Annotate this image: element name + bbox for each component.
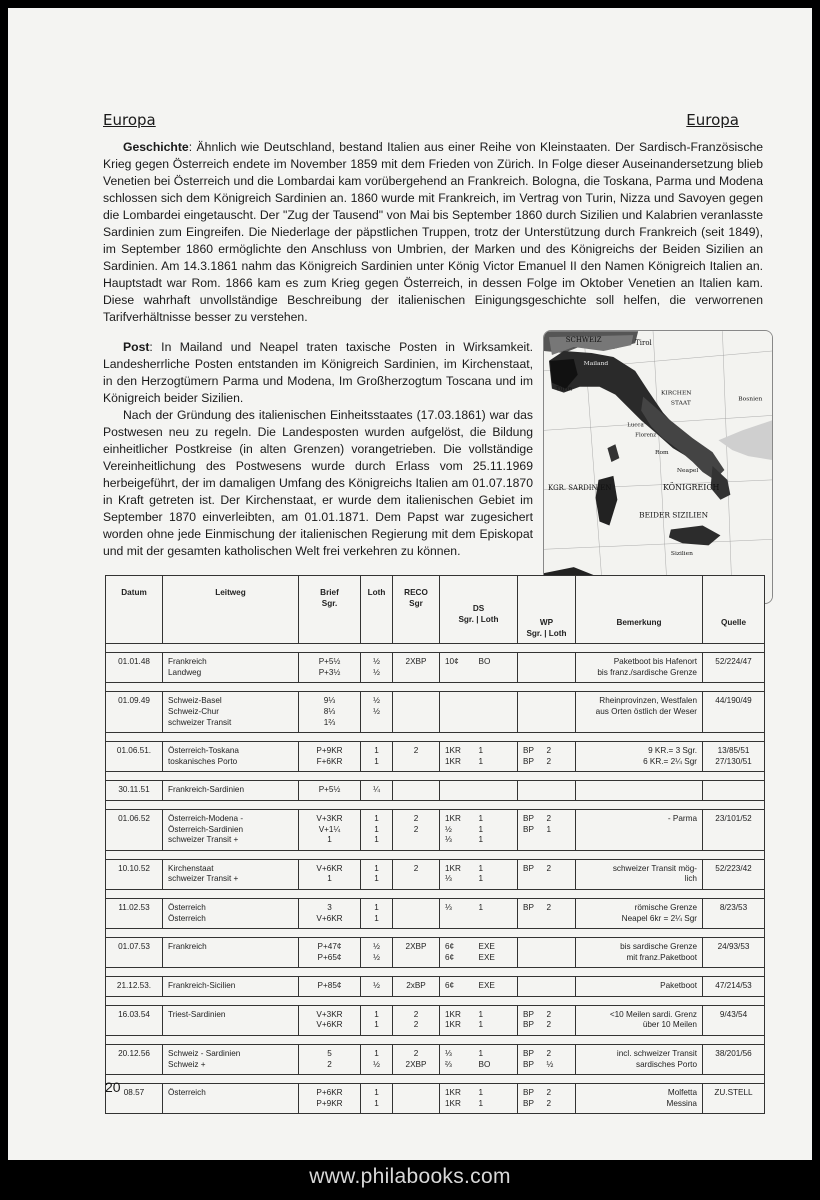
cell-brief: V+3KR V+1¼ 1: [299, 809, 361, 850]
history-text: : Ähnlich wie Deutschland, bestand Italien aus einer Reihe von Kleinstaaten. Der Sardisch-Französische Krieg gegen Österreich endete im November 1859 mit dem Frieden von Zürich. In Folge dieser Auseinandersetzung blieb Venetien bei Österreich und die Lombardai kam vorübergehend an Frankreich. Bologna, die Toskana, Parma und Modena schlossen sich dem Königreich Sardinien an. 1860 wurde mit Frankreich, im Vertrag von Turin, Nizza und Savoyen gegen die Lombardei eingetauscht. Der "Zug der Tausend" von Mai bis September 1860 durch Sizilien und Kalabrien veranlasste Sardinien zum Eingreifen. Die Niederlage der päpstlichen Truppen, trotz der Unterstützung durch Frankreich (seit 1849), im September 1860 ermöglichte den Anschluss von Umbrien, der Marken und des Königreichs der Beiden Sizilien an Sardinien. Am 14.3.1861 nahm das Königreich Sardinien unter König Victor Emanuel II den Namen Königreich Italien an. Hauptstadt war Rom. 1866 kam es zum Krieg gegen Österreich, in dessen Folge im Oktober Venetien an Italien kam. Diese wahrhaft unvollständige Beschreibung der italienischen Einigungsgeschichte soll helfen, die verworrenen Tarifverhältnisse besser zu verstehen.: [103, 140, 763, 324]
cell-loth: 1 1: [361, 1005, 393, 1035]
page-number: 20: [105, 1079, 121, 1095]
table-row: [106, 781, 765, 801]
unification-paragraph: Nach der Gründung des italienischen Einheitsstaates (17.03.1861) war das Postwesen neu zu regeln. Die Landesposten wurden aufgelöst, die Bildung einheitlicher Postkreise (in alten Grenzen) vorangetrieben. Die vollständige Vereinheitlichung des Postwesens wurde durch Erlass vom 25.11.1969 herbeigeführt, der im damaligen Umfang des Königreichs Italien am 01.07.1870 in Kraft getreten ist. Der Kirchenstaat, er wurde dem italienischen Gebiet im September 1870 einverleibten, am 01.01.1871. Dem Papst war zugesichert worden ohne jede Einmischung der italienischen Regierung mit dem Episkopat und mit der gesamten katholischen Welt frei verkehren zu können.: [103, 408, 533, 558]
cell-wp: [518, 781, 576, 801]
cell-datum: 08.57: [106, 1084, 163, 1114]
map-label-florenz: Florenz: [635, 432, 657, 439]
map-label-sizilien: Sizilien: [670, 550, 694, 558]
cell-wp: [518, 809, 576, 850]
row-spacer: [106, 733, 765, 742]
cell-ds: [440, 1084, 518, 1114]
row-spacer-cell: [106, 1036, 765, 1045]
map-label-kgr-sardinien: KGR. SARDINIEN: [547, 483, 612, 492]
cell-wp: [518, 1005, 576, 1035]
cell-ds: [440, 742, 518, 772]
row-spacer: [106, 850, 765, 859]
cell-leitweg: Österreich-Modena - Österreich-Sardinien schweizer Transit +: [163, 809, 299, 850]
row-spacer: [106, 996, 765, 1005]
cell-ds: [440, 1005, 518, 1035]
row-spacer-cell: [106, 889, 765, 898]
cell-wp: [518, 1084, 576, 1114]
cell-ds-split: [445, 903, 512, 914]
cell-quelle: 24/93/53: [703, 938, 765, 968]
table-row: [106, 938, 765, 968]
cell-datum: 01.07.53: [106, 938, 163, 968]
cell-ds_sgr: 1KR 1KR: [445, 746, 461, 766]
cell-wp_sgr: BP BP: [523, 1088, 534, 1108]
cell-ds_sgr: 10¢: [445, 657, 459, 667]
cell-ds_loth: BO: [478, 657, 491, 667]
cell-ds: [440, 859, 518, 889]
map-label-mailand: Mailand: [583, 359, 609, 367]
cell-ds-split: [445, 814, 512, 846]
cell-bemerkung: <10 Meilen sardi. Grenz über 10 Meilen: [576, 1005, 703, 1035]
cell-reco: [393, 1084, 440, 1114]
cell-leitweg: Triest-Sardinien: [163, 1005, 299, 1035]
cell-quelle: 52/223/42: [703, 859, 765, 889]
cell-reco: 2XBP: [393, 938, 440, 968]
map-label-lucca: Lucca: [627, 422, 644, 429]
cell-quelle: 38/201/56: [703, 1045, 765, 1075]
cell-ds-split: [445, 864, 512, 885]
cell-wp_loth: 2: [546, 902, 552, 912]
table-row: [106, 809, 765, 850]
cell-ds: [440, 898, 518, 928]
cell-ds_loth: 1 1: [478, 1088, 484, 1108]
map-label-staat: STAAT: [670, 399, 691, 407]
row-spacer: [106, 889, 765, 898]
row-spacer: [106, 968, 765, 977]
cell-brief: 9⅓ 8⅓ 1⅔: [299, 692, 361, 733]
cell-ds_loth: 1 1: [478, 1009, 484, 1030]
col-header-wp-label: WP: [539, 618, 554, 627]
table-row: [106, 1045, 765, 1075]
cell-reco: 2 2: [393, 1005, 440, 1035]
cell-wp: [518, 859, 576, 889]
table-row: [106, 692, 765, 733]
table-row: [106, 977, 765, 997]
cell-ds_loth: EXE: [478, 981, 495, 991]
cell-ds-split: [445, 1010, 512, 1031]
cell-loth: 1 1: [361, 742, 393, 772]
cell-loth: 1 1: [361, 898, 393, 928]
map-label-rom: Rom: [655, 449, 669, 457]
cell-ds_loth: 1 BO: [478, 1049, 491, 1069]
cell-reco: 2xBP: [393, 977, 440, 997]
cell-ds: [440, 692, 518, 733]
cell-wp_sgr: BP BP: [523, 1009, 534, 1030]
cell-quelle: 8/23/53: [703, 898, 765, 928]
cell-quelle: 47/214/53: [703, 977, 765, 997]
cell-quelle: 23/101/52: [703, 809, 765, 850]
cell-reco: [393, 898, 440, 928]
map-label-turin: Turin: [555, 385, 573, 393]
cell-datum: 01.06.51.: [106, 742, 163, 772]
cell-leitweg: Kirchenstaat schweizer Transit +: [163, 859, 299, 889]
cell-reco: 2XBP: [393, 653, 440, 683]
cell-brief: V+6KR 1: [299, 859, 361, 889]
row-spacer: [106, 683, 765, 692]
cell-datum: 01.06.52: [106, 809, 163, 850]
cell-loth: 1 1: [361, 1084, 393, 1114]
row-spacer: [106, 800, 765, 809]
cell-wp_loth: 2 ½: [546, 1049, 554, 1069]
cell-wp_loth: 2 2: [546, 1009, 552, 1030]
cell-ds_sgr: 1KR ½ ⅓: [445, 813, 461, 845]
cell-brief: 3 V+6KR: [299, 898, 361, 928]
cell-ds_sgr: 1KR 1KR: [445, 1009, 461, 1030]
cell-ds_loth: EXE EXE: [478, 942, 495, 962]
map-label-beider-sizilien: BEIDER SIZILIEN: [639, 510, 709, 520]
section-header-right: Europa: [686, 111, 739, 129]
post-paragraph: [103, 339, 533, 407]
cell-leitweg: Österreich: [163, 1084, 299, 1114]
cell-wp: [518, 692, 576, 733]
col-header-loth: Loth: [361, 576, 393, 644]
cell-wp: [518, 742, 576, 772]
cell-ds-split: [445, 1088, 512, 1109]
table-header-row: [106, 576, 765, 644]
cell-bemerkung: Paketboot bis Hafenort bis franz./sardische Grenze: [576, 653, 703, 683]
cell-ds_loth: 1 1: [478, 863, 484, 884]
row-spacer: [106, 772, 765, 781]
table-row: [106, 1005, 765, 1035]
cell-wp-split: [523, 1088, 570, 1109]
table-row: [106, 898, 765, 928]
row-spacer-cell: [106, 733, 765, 742]
cell-wp_sgr: BP BP: [523, 813, 534, 834]
cell-ds: [440, 938, 518, 968]
cell-brief: P+6KR P+9KR: [299, 1084, 361, 1114]
map-label-neapel: Neapel: [676, 466, 699, 474]
cell-ds_loth: 1 1: [478, 746, 484, 766]
row-spacer-cell: [106, 800, 765, 809]
cell-datum: 16.03.54: [106, 1005, 163, 1035]
cell-bemerkung: Paketboot: [576, 977, 703, 997]
cell-reco: 2 2: [393, 809, 440, 850]
cell-wp-split: [523, 814, 570, 835]
cell-bemerkung: Rheinprovinzen, Westfalen aus Orten östlich der Weser: [576, 692, 703, 733]
cell-brief: P+47¢ P+65¢: [299, 938, 361, 968]
post-text: : In Mailand und Neapel traten taxische Posten in Wirksamkeit. Landesherrliche Posten entstanden im Königreich Sardinien, im Kirchenstaat, in den Herzogtümern Parma und Modena, Im Großherzogtum Toscana und im Königreich beider Sizilien.: [103, 340, 533, 405]
row-spacer-cell: [106, 683, 765, 692]
cell-leitweg: Schweiz-Basel Schweiz-Chur schweizer Transit: [163, 692, 299, 733]
cell-ds_loth: 1 1 1: [478, 813, 484, 845]
cell-wp_loth: 2 2: [546, 746, 552, 766]
postal-rates-table: [105, 575, 765, 1114]
cell-datum: 20.12.56: [106, 1045, 163, 1075]
cell-wp-split: [523, 903, 570, 914]
cell-ds_sgr: ⅓: [445, 902, 452, 912]
map-label-koenigreich: KÖNIGREICH: [662, 482, 720, 492]
map-label-tirol: Tirol: [635, 339, 652, 348]
cell-quelle: 9/43/54: [703, 1005, 765, 1035]
col-header-leitweg: Leitweg: [163, 576, 299, 644]
cell-loth: ½ ½: [361, 938, 393, 968]
row-spacer-cell: [106, 929, 765, 938]
cell-ds-split: [445, 942, 512, 963]
cell-leitweg: Österreich Österreich: [163, 898, 299, 928]
cell-datum: 21.12.53.: [106, 977, 163, 997]
cell-quelle: 44/190/49: [703, 692, 765, 733]
cell-reco: 2: [393, 742, 440, 772]
cell-reco: 2: [393, 859, 440, 889]
cell-leitweg: Schweiz - Sardinien Schweiz +: [163, 1045, 299, 1075]
cell-leitweg: Österreich-Toskana toskanisches Porto: [163, 742, 299, 772]
cell-wp_sgr: BP BP: [523, 746, 534, 766]
table-row: [106, 859, 765, 889]
cell-wp: [518, 898, 576, 928]
cell-datum: 30.11.51: [106, 781, 163, 801]
cell-ds: [440, 1045, 518, 1075]
cell-datum: 11.02.53: [106, 898, 163, 928]
cell-wp_loth: 2: [546, 863, 552, 873]
row-spacer-cell: [106, 968, 765, 977]
cell-bemerkung: [576, 781, 703, 801]
map-label-schweiz: SCHWEIZ: [565, 336, 602, 345]
cell-quelle: [703, 781, 765, 801]
cell-ds-split: [445, 657, 512, 668]
cell-ds-split: [445, 1049, 512, 1070]
cell-wp_sgr: BP BP: [523, 1049, 534, 1069]
cell-ds_sgr: 6¢ 6¢: [445, 942, 455, 962]
row-spacer-cell: [106, 850, 765, 859]
row-spacer: [106, 929, 765, 938]
cell-ds-split: [445, 746, 512, 767]
map-label-bosnien: Bosnien: [738, 395, 763, 403]
cell-wp: [518, 938, 576, 968]
cell-brief: P+5½ P+3½: [299, 653, 361, 683]
cell-wp-split: [523, 746, 570, 767]
cell-brief: P+85¢: [299, 977, 361, 997]
table-row: [106, 742, 765, 772]
row-spacer-cell: [106, 1075, 765, 1084]
cell-loth: ½ ½: [361, 692, 393, 733]
cell-bemerkung: incl. schweizer Transit sardisches Porto: [576, 1045, 703, 1075]
history-paragraph: [103, 139, 763, 326]
col-header-ds-sub: Sgr. | Loth: [458, 614, 499, 624]
cell-ds: [440, 653, 518, 683]
cell-bemerkung: römische Grenze Neapel 6kr = 2¼ Sgr: [576, 898, 703, 928]
cell-ds_sgr: ⅓ ⅔: [445, 1049, 452, 1069]
section-header-left: Europa: [103, 111, 156, 129]
cell-wp_loth: 2 1: [546, 813, 552, 834]
cell-brief: 5 2: [299, 1045, 361, 1075]
cell-ds_loth: 1: [478, 902, 484, 912]
col-header-datum: Datum: [106, 576, 163, 644]
col-header-reco: RECO Sgr: [393, 576, 440, 644]
footer-url: www.philabooks.com: [309, 1165, 511, 1188]
col-header-wp: [518, 576, 576, 644]
cell-ds_sgr: 1KR ⅓: [445, 863, 461, 884]
cell-loth: 1 ½: [361, 1045, 393, 1075]
col-header-quelle: Quelle: [703, 576, 765, 644]
italy-map-image: [543, 330, 773, 604]
col-header-brief: Brief Sgr.: [299, 576, 361, 644]
cell-loth: 1 1: [361, 859, 393, 889]
cell-brief: P+5½: [299, 781, 361, 801]
cell-wp: [518, 977, 576, 997]
cell-ds: [440, 781, 518, 801]
cell-ds-split: [445, 981, 512, 992]
cell-loth: ½: [361, 977, 393, 997]
cell-ds_sgr: 6¢: [445, 981, 455, 991]
row-spacer: [106, 1036, 765, 1045]
cell-quelle: 52/224/47: [703, 653, 765, 683]
cell-wp_loth: 2 2: [546, 1088, 552, 1108]
row-spacer: [106, 644, 765, 653]
cell-wp-split: [523, 1049, 570, 1070]
post-label: Post: [123, 340, 150, 354]
cell-wp-split: [523, 1010, 570, 1031]
table-row: [106, 1084, 765, 1114]
cell-brief: V+3KR V+6KR: [299, 1005, 361, 1035]
cell-leitweg: Frankreich-Sicilien: [163, 977, 299, 997]
cell-ds: [440, 809, 518, 850]
cell-datum: 01.09.49: [106, 692, 163, 733]
cell-bemerkung: schweizer Transit mög- lich: [576, 859, 703, 889]
document-page: [8, 8, 812, 1160]
cell-reco: 2 2XBP: [393, 1045, 440, 1075]
cell-leitweg: Frankreich Landweg: [163, 653, 299, 683]
col-header-ds: [440, 576, 518, 644]
cell-datum: 10.10.52: [106, 859, 163, 889]
col-header-ds-label: DS: [472, 604, 485, 613]
cell-bemerkung: bis sardische Grenze mit franz.Paketboot: [576, 938, 703, 968]
cell-wp_sgr: BP: [523, 902, 534, 912]
history-label: Geschichte: [123, 140, 189, 154]
cell-reco: [393, 781, 440, 801]
cell-wp-split: [523, 864, 570, 875]
cell-ds_sgr: 1KR 1KR: [445, 1088, 461, 1108]
col-header-bemerkung: Bemerkung: [576, 576, 703, 644]
table-body: [106, 644, 765, 1114]
italy-map-svg: [544, 331, 772, 603]
cell-wp: [518, 653, 576, 683]
cell-quelle: 13/85/51 27/130/51: [703, 742, 765, 772]
cell-bemerkung: Molfetta Messina: [576, 1084, 703, 1114]
cell-wp_sgr: BP: [523, 863, 534, 873]
cell-leitweg: Frankreich-Sardinien: [163, 781, 299, 801]
cell-quelle: ZU.STELL: [703, 1084, 765, 1114]
row-spacer-cell: [106, 644, 765, 653]
row-spacer-cell: [106, 772, 765, 781]
cell-datum: 01.01.48: [106, 653, 163, 683]
cell-reco: [393, 692, 440, 733]
col-header-wp-sub: Sgr. | Loth: [526, 628, 567, 638]
cell-leitweg: Frankreich: [163, 938, 299, 968]
map-label-kirchen: KIRCHEN: [660, 389, 692, 397]
cell-wp: [518, 1045, 576, 1075]
cell-bemerkung: 9 KR.= 3 Sgr. 6 KR.= 2¼ Sgr: [576, 742, 703, 772]
cell-loth: ½ ½: [361, 653, 393, 683]
cell-loth: 1 1 1: [361, 809, 393, 850]
row-spacer: [106, 1075, 765, 1084]
cell-bemerkung: - Parma: [576, 809, 703, 850]
table-row: [106, 653, 765, 683]
row-spacer-cell: [106, 996, 765, 1005]
cell-brief: P+9KR F+6KR: [299, 742, 361, 772]
cell-loth: ¼: [361, 781, 393, 801]
cell-ds: [440, 977, 518, 997]
